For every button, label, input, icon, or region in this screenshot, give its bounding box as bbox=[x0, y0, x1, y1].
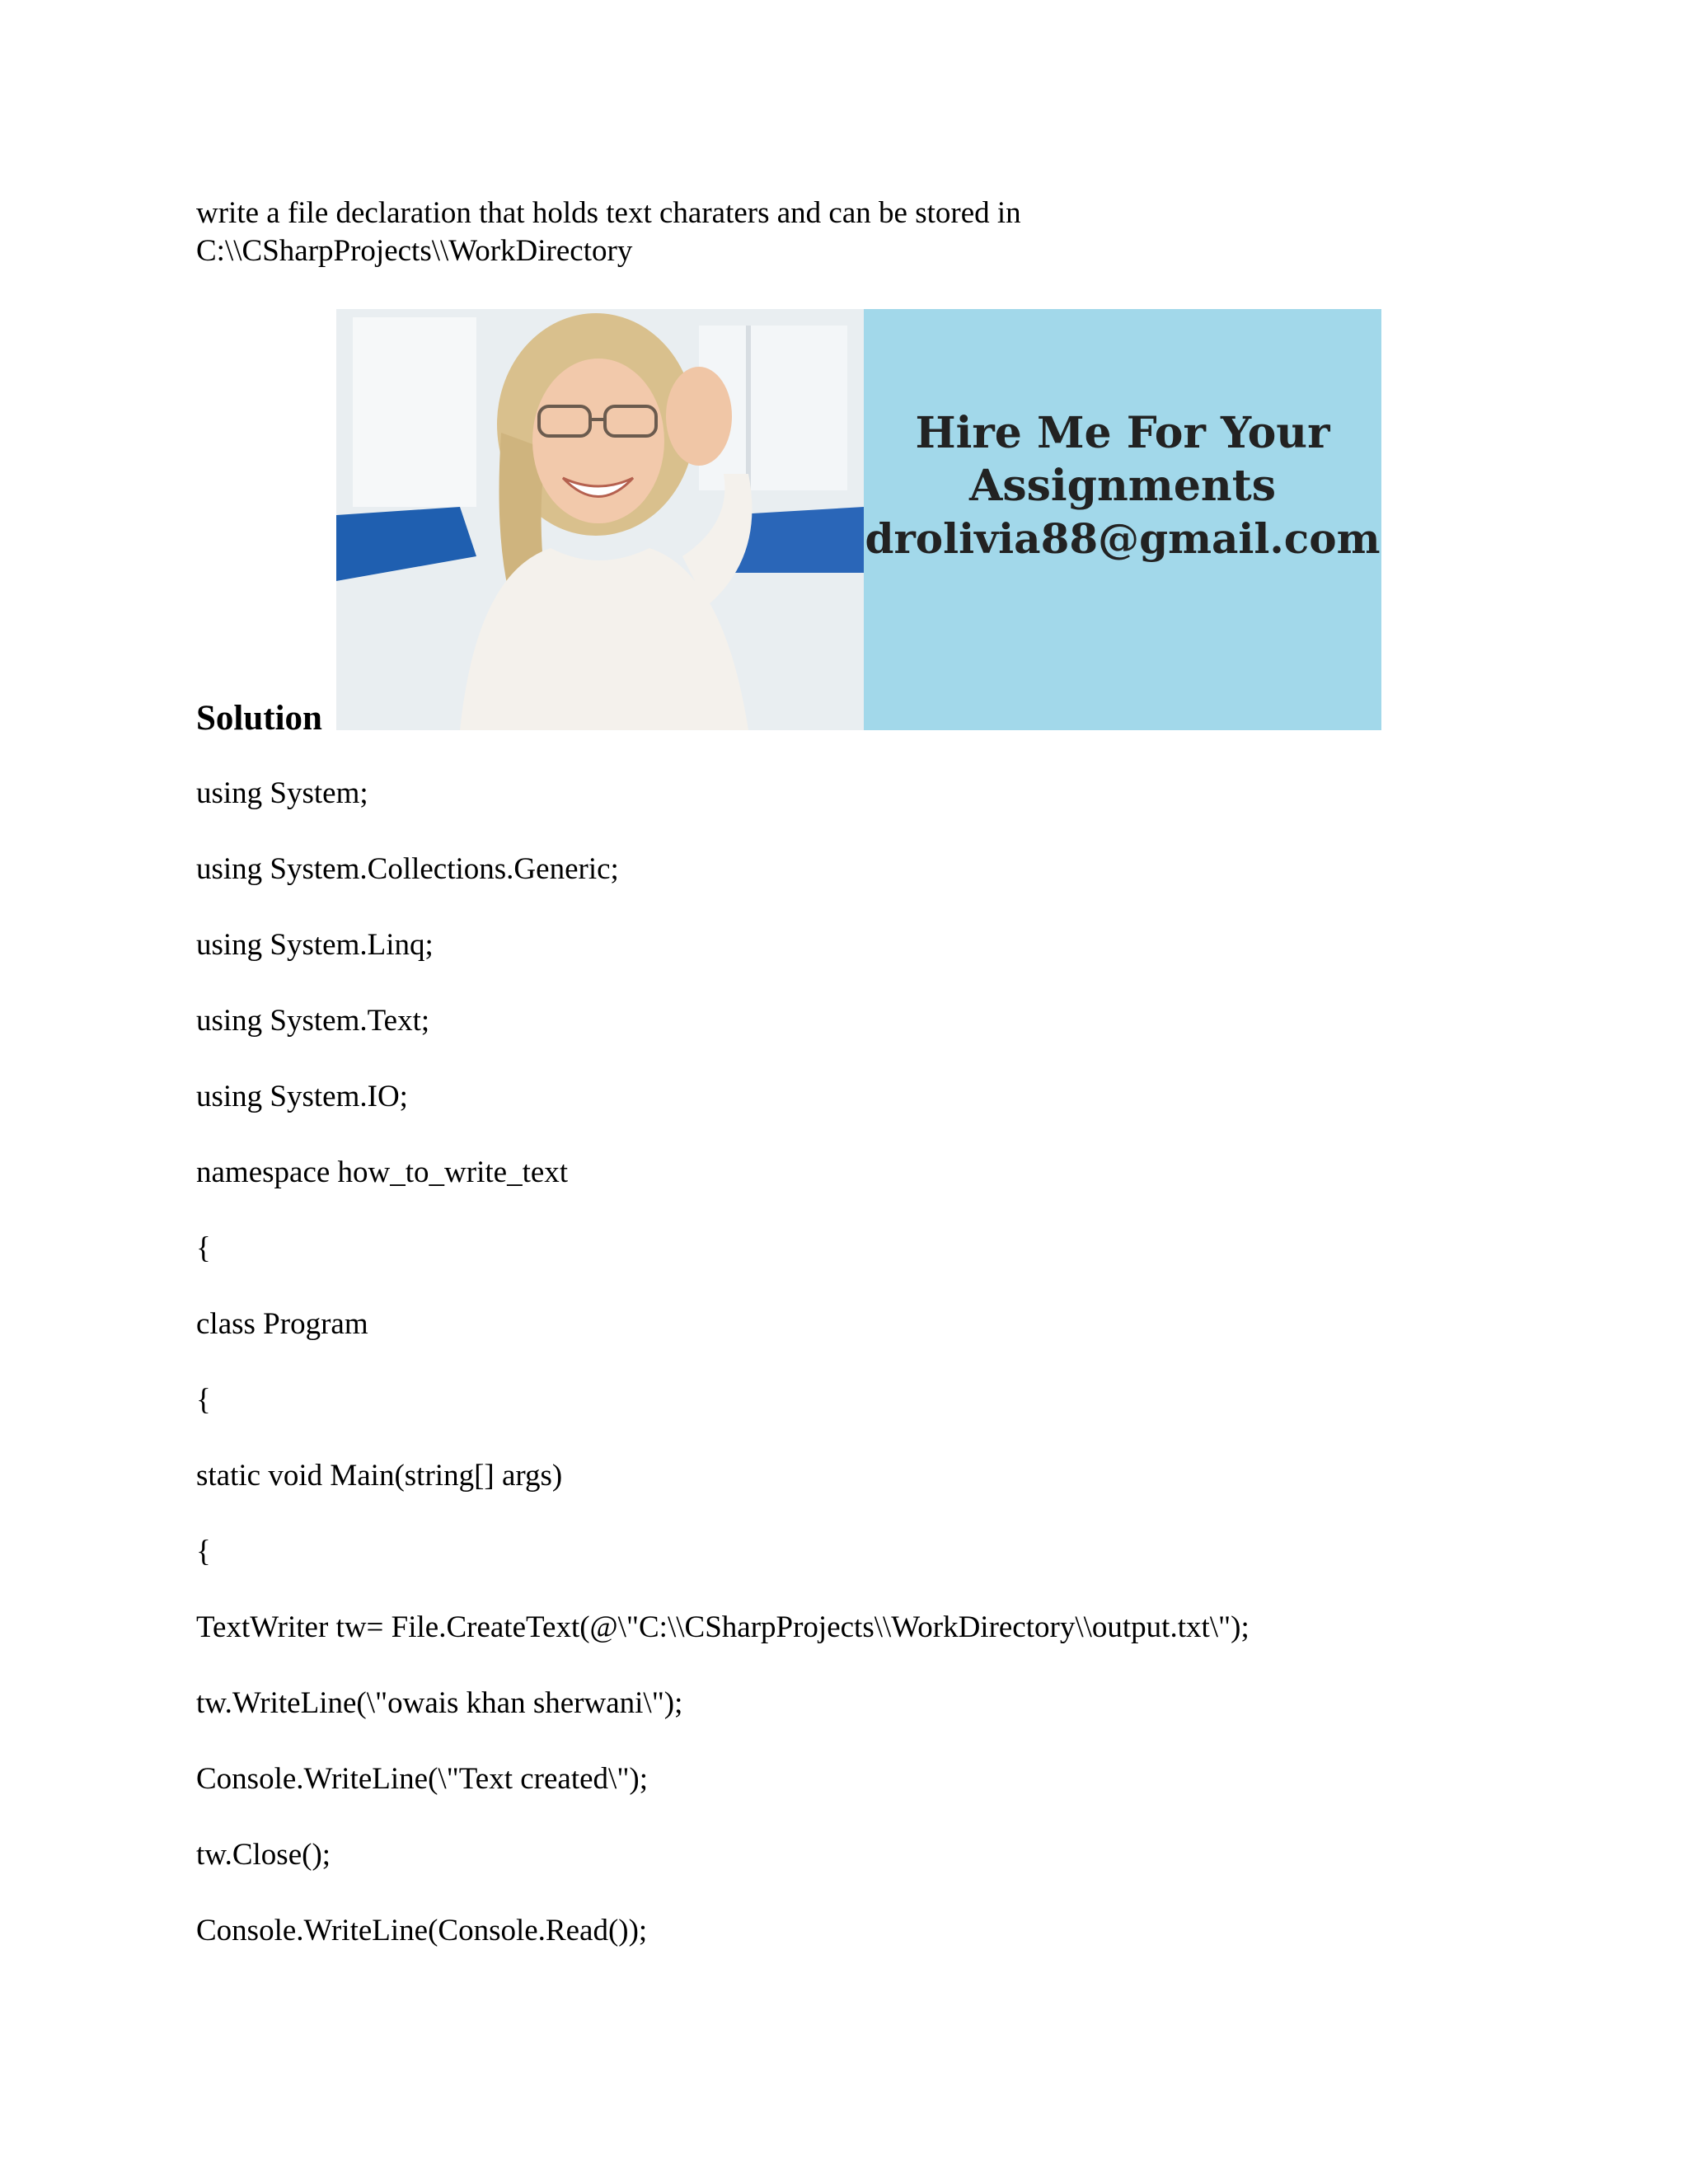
code-line: using System.Text; bbox=[196, 1004, 430, 1038]
solution-heading: Solution bbox=[196, 699, 322, 738]
ad-headline: Hire Me For Your bbox=[915, 408, 1330, 458]
code-line: { bbox=[196, 1383, 211, 1417]
ad-headline: Assignments bbox=[968, 461, 1277, 511]
advertisement-banner bbox=[336, 309, 1381, 730]
code-line: { bbox=[196, 1535, 211, 1568]
code-line: tw.WriteLine(\"owais khan sherwani\"); bbox=[196, 1686, 683, 1720]
ad-email: drolivia88@gmail.com bbox=[865, 514, 1381, 563]
code-line: namespace how_to_write_text bbox=[196, 1155, 569, 1189]
question-text bbox=[196, 194, 1432, 270]
code-line: TextWriter tw= File.CreateText(@\"C:\\CSharpProjects\\WorkDirectory\\output.txt\"); bbox=[196, 1610, 1250, 1644]
woman-photo bbox=[336, 309, 864, 730]
woman-illustration bbox=[336, 309, 864, 730]
code-line: static void Main(string[] args) bbox=[196, 1459, 563, 1493]
code-line: using System.Collections.Generic; bbox=[196, 852, 619, 886]
code-line: tw.Close(); bbox=[196, 1838, 331, 1872]
code-line: using System.Linq; bbox=[196, 928, 434, 962]
code-line: { bbox=[196, 1231, 211, 1265]
code-line: class Program bbox=[196, 1307, 368, 1341]
code-listing bbox=[196, 775, 1597, 1988]
code-line: Console.WriteLine(\"Text created\"); bbox=[196, 1762, 649, 1796]
question-line: write a file declaration that holds text charaters and can be stored in bbox=[196, 196, 1021, 230]
ad-text-panel bbox=[864, 309, 1381, 730]
code-line: Console.WriteLine(Console.Read()); bbox=[196, 1914, 648, 1947]
code-line: using System.IO; bbox=[196, 1080, 408, 1113]
question-line: C:\\CSharpProjects\\WorkDirectory bbox=[196, 234, 633, 268]
code-line: using System; bbox=[196, 776, 368, 810]
